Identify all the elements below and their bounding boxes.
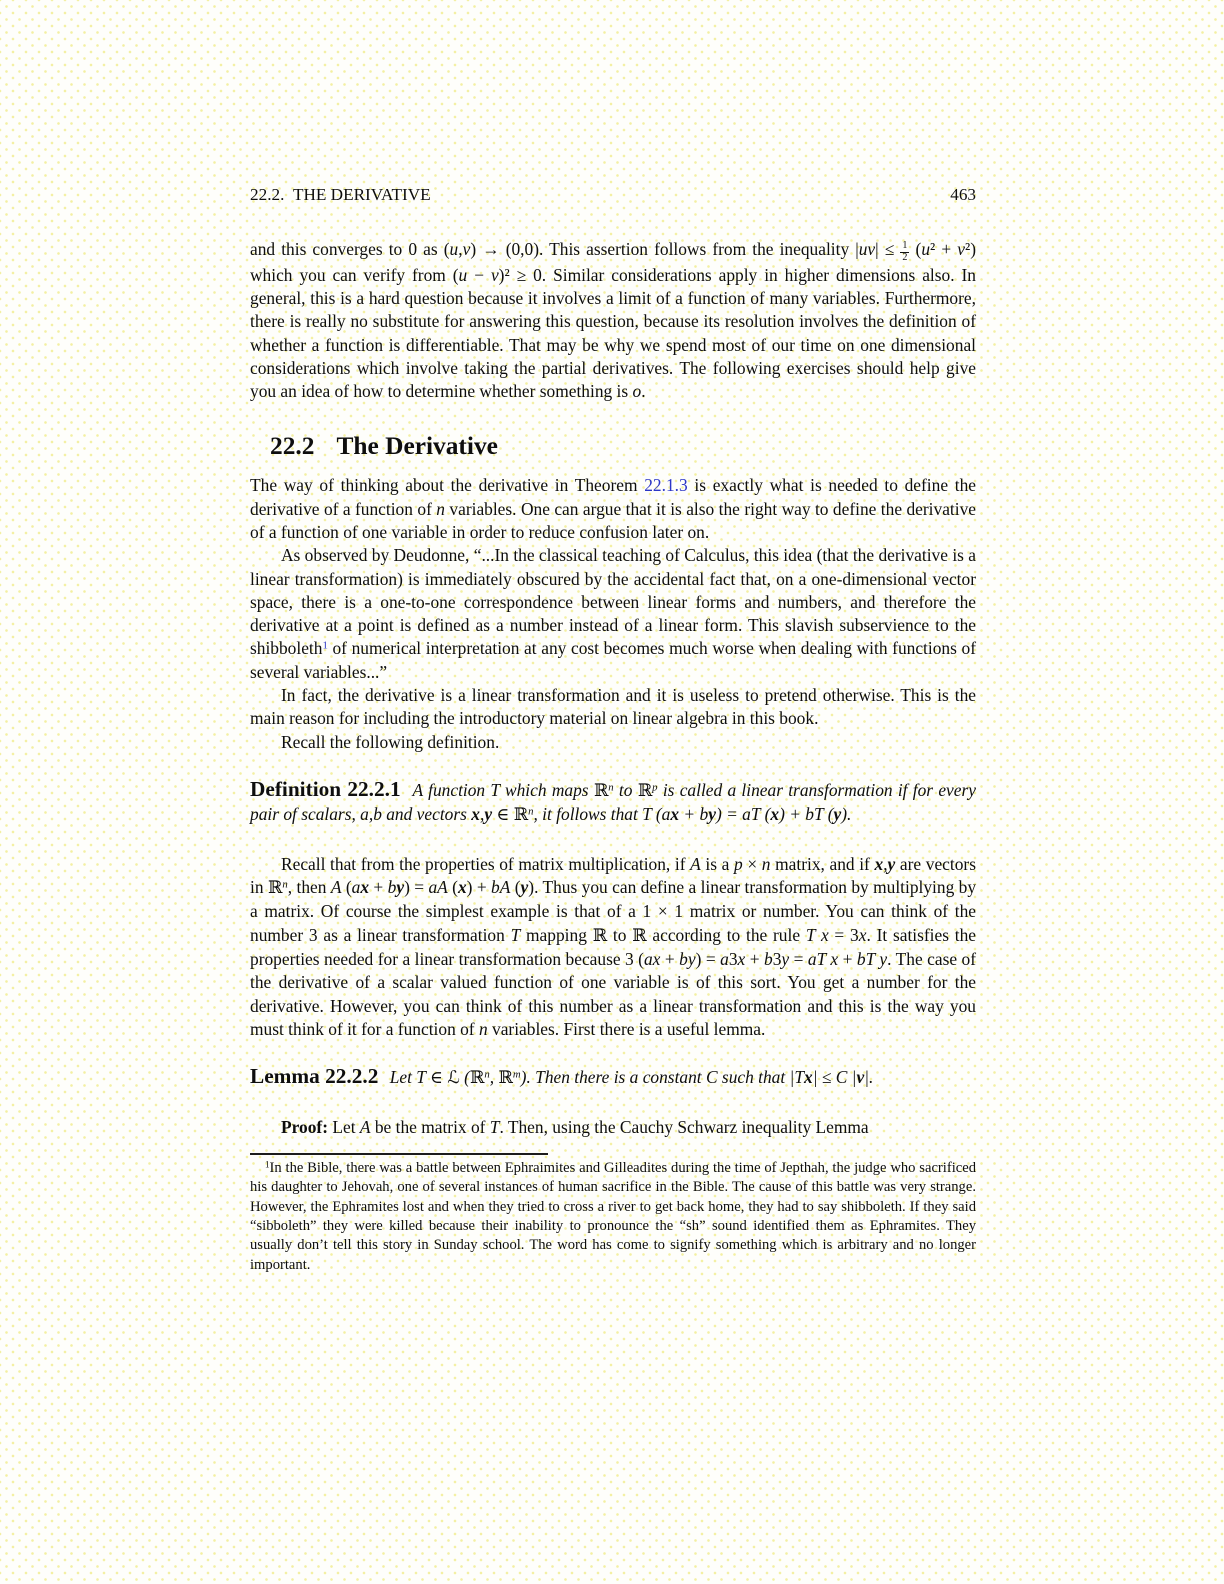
text-segment: ℝ <box>592 925 608 946</box>
text-segment: T <box>510 924 521 945</box>
text-segment: + b <box>679 804 709 825</box>
text-segment: × <box>742 853 762 874</box>
text-segment: y <box>887 853 896 874</box>
text-segment: v <box>462 239 471 259</box>
matrix-multiplication-paragraph <box>250 853 976 1041</box>
page-body <box>250 238 976 1139</box>
content <box>250 184 976 1275</box>
text-segment: ) + <box>466 877 492 898</box>
text-segment: x <box>360 877 370 898</box>
text-segment: v <box>856 1067 865 1088</box>
text-segment: 1 <box>265 1159 270 1170</box>
text-segment: is called a linear transformation if for every pair of scalars, a,b and vectors <box>250 779 976 825</box>
text-segment: ℝ <box>513 805 529 826</box>
text-segment: ℝ <box>498 1068 513 1089</box>
text-segment: Recall that from the properties of matrix multiplication, if <box>281 853 691 874</box>
footnote-text <box>250 1159 976 1275</box>
text-segment: aT x <box>807 948 839 969</box>
text-segment: x <box>457 877 467 898</box>
text-segment: . It satisfies the properties needed for a linear transformation because 3 ( <box>250 924 976 969</box>
text-segment: variables. First there is a useful lemma. <box>487 1018 766 1039</box>
text-segment: + <box>745 948 764 969</box>
text-segment: Proof: <box>281 1116 329 1137</box>
section-number: 22.2 <box>270 432 315 461</box>
text-segment: ℝ <box>637 780 653 801</box>
text-segment: n <box>528 805 534 818</box>
text-segment: | ≤ C | <box>812 1067 857 1088</box>
text-segment: , it follows that T (a <box>533 804 671 825</box>
footnote-marker-link[interactable]: 1 <box>322 640 328 653</box>
text-segment: mapping <box>520 924 593 945</box>
text-segment: . Then, using the Cauchy Schwarz inequality Lemma <box>499 1116 869 1137</box>
text-segment: y <box>396 877 405 898</box>
text-segment: ²) which you can verify from ( <box>250 239 976 285</box>
text-segment: 3 <box>728 948 738 969</box>
text-segment: v <box>490 264 499 285</box>
text-segment: is exactly what is needed to define the derivative of a function of <box>250 475 976 519</box>
text-segment: | ≤ <box>875 239 901 259</box>
text-segment: ∈ <box>492 804 514 825</box>
theorem-ref-link[interactable]: 22.1.3 <box>644 475 688 496</box>
text-segment: n <box>436 498 445 519</box>
text-segment: b <box>387 877 397 898</box>
text-segment: ℝ <box>469 1068 485 1089</box>
text-segment: Let <box>328 1116 360 1137</box>
text-segment: to <box>607 924 633 945</box>
text-segment: x <box>858 924 867 945</box>
text-segment: + <box>660 948 680 969</box>
text-segment: x <box>770 804 780 825</box>
text-segment: is a <box>700 853 734 874</box>
text-segment: A <box>330 877 342 898</box>
text-segment: ( <box>510 877 521 898</box>
lemma-22-2-2 <box>250 1066 976 1090</box>
text-segment: As observed by Deudonne, “...In the classical teaching of Calculus, this idea (that the derivative is a linear transformation) is immediately obscured by the accidental fact that, on a one-dimensional vector space, there is a one-to-one correspondence between linear forms and numbers, and therefore the derivative at a point is defined as a number instead of a linear form. This slavish subservience to the shibboleth <box>250 545 976 659</box>
text-segment: by <box>679 948 696 969</box>
text-segment: o <box>632 381 642 402</box>
text-segment: ) = aT ( <box>715 804 771 825</box>
text-segment: ℒ <box>447 1068 460 1089</box>
page-header <box>250 184 976 206</box>
text-segment: a <box>720 948 729 969</box>
text-segment: ( <box>341 877 352 898</box>
text-segment: x <box>670 804 680 825</box>
recall-definition-paragraph <box>250 731 976 754</box>
text-segment: The way of thinking about the derivative in Theorem <box>250 475 645 496</box>
text-segment: x <box>471 804 480 825</box>
text-segment: n <box>608 781 614 794</box>
text-segment: v <box>957 239 965 259</box>
text-segment: p <box>734 853 743 874</box>
text-segment: In the Bible, there was a battle between Ephraimites and Gilleadites during the time of Jepthah, the judge who sacrificed his daughter to Jehovah, one of several instances of human sacrifice in the Bible. The cause of this battle was very strange. However, the Ephramites lost and when they tried to cross a river to get back home, they had to say shibboleth. If they said “sibboleth” they were killed because their inability to pronounce the “sh” sound identified them as Ephramites. They usually don’t tell this story in Sunday school. The word has come to signify something which is arbitrary and no longer important. <box>250 1159 976 1273</box>
text-segment: y <box>484 804 493 825</box>
text-segment: ℝ <box>593 780 609 801</box>
text-segment: matrix, and if <box>770 853 875 874</box>
text-segment: ) + bT ( <box>779 804 834 825</box>
text-segment: , then <box>287 877 331 898</box>
text-segment: . <box>641 381 646 402</box>
text-segment: + <box>369 877 388 898</box>
text-segment: In fact, the derivative is a linear transformation and it is useless to pretend otherwise. This is the main reason for including the introductory material on linear algebra in this book. <box>250 685 976 729</box>
text-segment: y <box>520 877 529 898</box>
fraction-denominator: 2 <box>902 252 908 264</box>
text-segment: x <box>737 948 746 969</box>
text-segment: x <box>804 1067 813 1088</box>
proof-paragraph <box>250 1116 976 1139</box>
text-segment: , <box>479 804 485 825</box>
text-segment: . The case of the derivative of a scalar valued function of one variable is of this sort. You get a number for the derivative. However, you can think of this number as a linear transformation and this is the way you must think of it for a function of <box>250 948 977 1039</box>
text-segment: ( <box>909 239 922 259</box>
text-segment: , <box>883 853 888 874</box>
text-segment: are vectors in <box>250 853 976 898</box>
text-segment: x <box>874 853 884 874</box>
text-segment: uv <box>858 239 876 259</box>
text-segment: 3 <box>772 948 782 969</box>
text-segment: u <box>449 239 459 259</box>
text-segment: T <box>489 1116 500 1137</box>
text-segment: to <box>613 779 638 800</box>
text-segment: + <box>838 948 857 969</box>
text-segment: ² + <box>930 239 958 259</box>
text-segment: variables. One can argue that it is also the right way to define the derivative of a function of one variable in order to reduce confusion later on. <box>250 498 976 542</box>
page-number: 463 <box>950 185 976 204</box>
text-segment: p <box>652 781 658 794</box>
text-segment: − <box>467 264 491 285</box>
text-segment: Recall the following definition. <box>281 731 500 752</box>
text-segment: n <box>484 1068 490 1081</box>
text-segment: A <box>359 1116 371 1137</box>
section-intro-paragraph <box>250 474 976 544</box>
text-segment: A <box>690 853 701 874</box>
text-segment: bA <box>491 877 511 898</box>
text-segment: a <box>351 877 361 898</box>
text-segment: u <box>458 264 468 285</box>
text-segment: y <box>781 948 790 969</box>
text-segment: according to the rule <box>646 924 806 945</box>
text-segment: be the matrix of <box>370 1116 490 1137</box>
derivative-linear-paragraph <box>250 684 976 731</box>
dieudonne-quote-paragraph <box>250 544 976 684</box>
text-segment: u <box>921 239 931 259</box>
text-segment: aA <box>428 877 448 898</box>
text-segment: ). <box>841 804 852 825</box>
text-segment: ( <box>459 1067 470 1088</box>
text-segment: , <box>458 239 463 259</box>
footnote-rule <box>250 1153 548 1155</box>
text-segment: n <box>478 1018 488 1039</box>
text-segment: ℝ <box>267 878 283 899</box>
text-segment: m <box>512 1068 521 1081</box>
text-segment: ). Then there is a constant C such that |T <box>520 1067 805 1088</box>
section-heading <box>270 433 976 461</box>
footnote-area <box>250 1153 976 1275</box>
definition-22-2-1 <box>250 776 976 828</box>
text-segment: , <box>489 1067 499 1088</box>
text-segment: Lemma 22.2.2 <box>250 1064 379 1089</box>
text-segment: |. <box>864 1067 874 1088</box>
text-segment: y <box>833 804 842 825</box>
text-segment: )² ≥ 0. Similar considerations apply in higher dimensions also. In general, this is a hard question because it involves a limit of a function of many variables. Furthermore, there is really no substitute for answering this question, because its resolution involves the definition of whether a function is differentiable. That may be why we spend most of our time on one dimensional considerations which involve taking the partial derivatives. The following exercises should help give you an idea of how to determine whether something is <box>250 264 976 402</box>
text-segment: ) → (0,0). This assertion follows from the inequality | <box>470 239 859 259</box>
text-segment: T x <box>805 924 829 945</box>
text-segment: Let T ∈ <box>385 1067 448 1088</box>
text-segment: b <box>764 948 773 969</box>
running-section-title: 22.2. THE DERIVATIVE <box>250 185 431 204</box>
text-segment: y <box>708 804 716 825</box>
text-segment: ( <box>447 877 458 898</box>
text-segment: ℝ <box>632 925 647 946</box>
text-segment: ax <box>643 948 661 969</box>
text-segment: n <box>282 878 288 891</box>
text-segment: ). Thus you can define a linear transformation by multiplying by a matrix. Of course the simplest example is that of a 1 × 1 matrix or number. You can think of the number 3 as a linear transformation <box>250 877 977 945</box>
text-segment: = <box>789 948 808 969</box>
text-segment: Definition 22.2.1 <box>250 776 401 801</box>
text-segment: and this converges to 0 as ( <box>250 239 450 259</box>
text-segment: = 3 <box>828 924 859 945</box>
text-segment: n <box>761 853 771 874</box>
continuation-paragraph <box>250 238 976 403</box>
fraction-numerator: 1 <box>902 240 908 252</box>
text-segment: ) = <box>404 877 429 898</box>
text-segment: A function T which maps <box>407 779 594 800</box>
text-segment: bT y <box>856 948 888 969</box>
text-segment: ) = <box>695 948 721 969</box>
section-title: The Derivative <box>336 432 498 461</box>
text-segment: of numerical interpretation at any cost becomes much worse when dealing with functions of several variables...” <box>250 638 976 682</box>
